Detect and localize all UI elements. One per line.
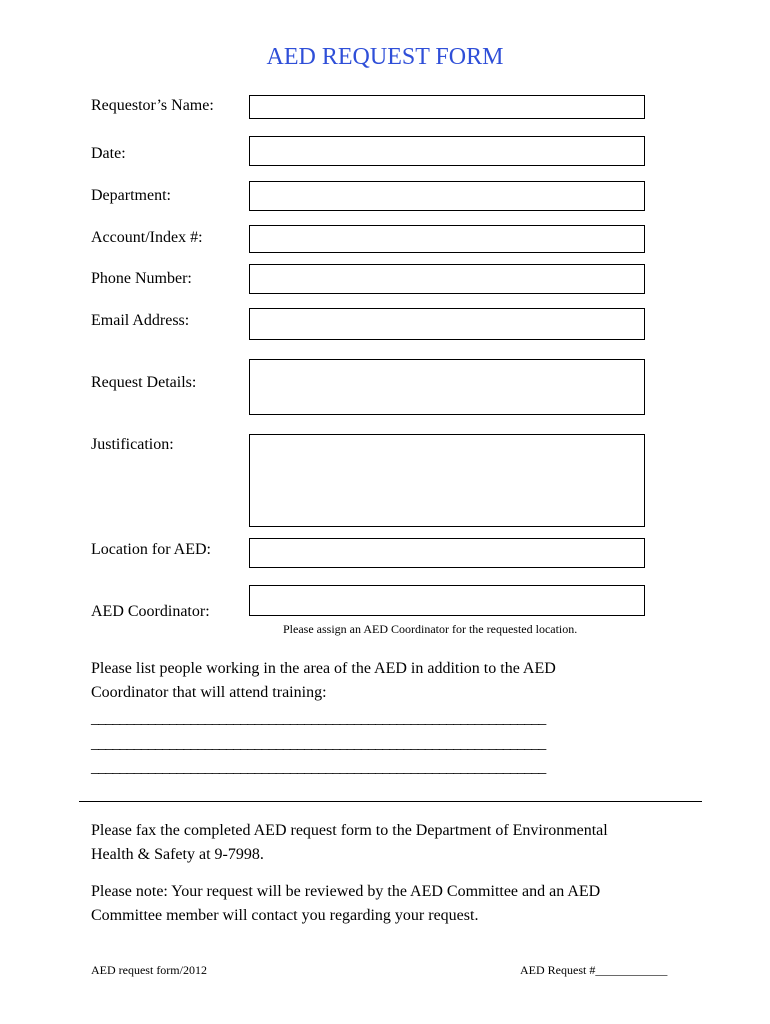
requestor-name-label: Requestor’s Name: bbox=[91, 97, 214, 114]
training-line-2: Coordinator that will attend training: bbox=[91, 684, 327, 701]
training-blank-line-1[interactable]: ________________________________________________________________ bbox=[91, 710, 546, 727]
training-blank-line-3[interactable]: ________________________________________________________________ bbox=[91, 759, 546, 776]
email-field[interactable] bbox=[249, 308, 645, 340]
account-index-field[interactable] bbox=[249, 225, 645, 253]
fax-note-line-2: Health & Safety at 9-7998. bbox=[91, 846, 264, 863]
phone-label: Phone Number: bbox=[91, 270, 192, 287]
training-instructions bbox=[91, 657, 691, 705]
justification-label: Justification: bbox=[91, 436, 174, 453]
justification-field[interactable] bbox=[249, 434, 645, 527]
phone-field[interactable] bbox=[249, 264, 645, 294]
date-label: Date: bbox=[91, 145, 126, 162]
training-line-1: Please list people working in the area of the AED in addition to the AED bbox=[91, 660, 556, 677]
coordinator-label: AED Coordinator: bbox=[91, 603, 210, 620]
location-label: Location for AED: bbox=[91, 541, 211, 558]
footer-request-number: AED Request #____________ bbox=[520, 963, 668, 977]
review-note-line-1: Please note: Your request will be reviewed by the AED Committee and an AED bbox=[91, 883, 601, 900]
coordinator-field[interactable] bbox=[249, 585, 645, 616]
fax-note-line-1: Please fax the completed AED request form to the Department of Environmental bbox=[91, 822, 608, 839]
date-field[interactable] bbox=[249, 136, 645, 166]
department-field[interactable] bbox=[249, 181, 645, 211]
account-index-label: Account/Index #: bbox=[91, 229, 203, 246]
department-label: Department: bbox=[91, 187, 171, 204]
page-title: AED REQUEST FORM bbox=[266, 44, 504, 70]
coordinator-hint: Please assign an AED Coordinator for the requested location. bbox=[283, 622, 578, 636]
request-details-label: Request Details: bbox=[91, 374, 197, 391]
location-field[interactable] bbox=[249, 538, 645, 568]
email-label: Email Address: bbox=[91, 312, 190, 329]
fax-note bbox=[91, 819, 691, 867]
requestor-name-field[interactable] bbox=[249, 95, 645, 119]
request-details-field[interactable] bbox=[249, 359, 645, 415]
training-blank-line-2[interactable]: ________________________________________________________________ bbox=[91, 735, 546, 752]
review-note bbox=[91, 880, 691, 928]
footer-form-version: AED request form/2012 bbox=[91, 963, 207, 977]
review-note-line-2: Committee member will contact you regarding your request. bbox=[91, 907, 479, 924]
section-divider bbox=[79, 801, 702, 802]
